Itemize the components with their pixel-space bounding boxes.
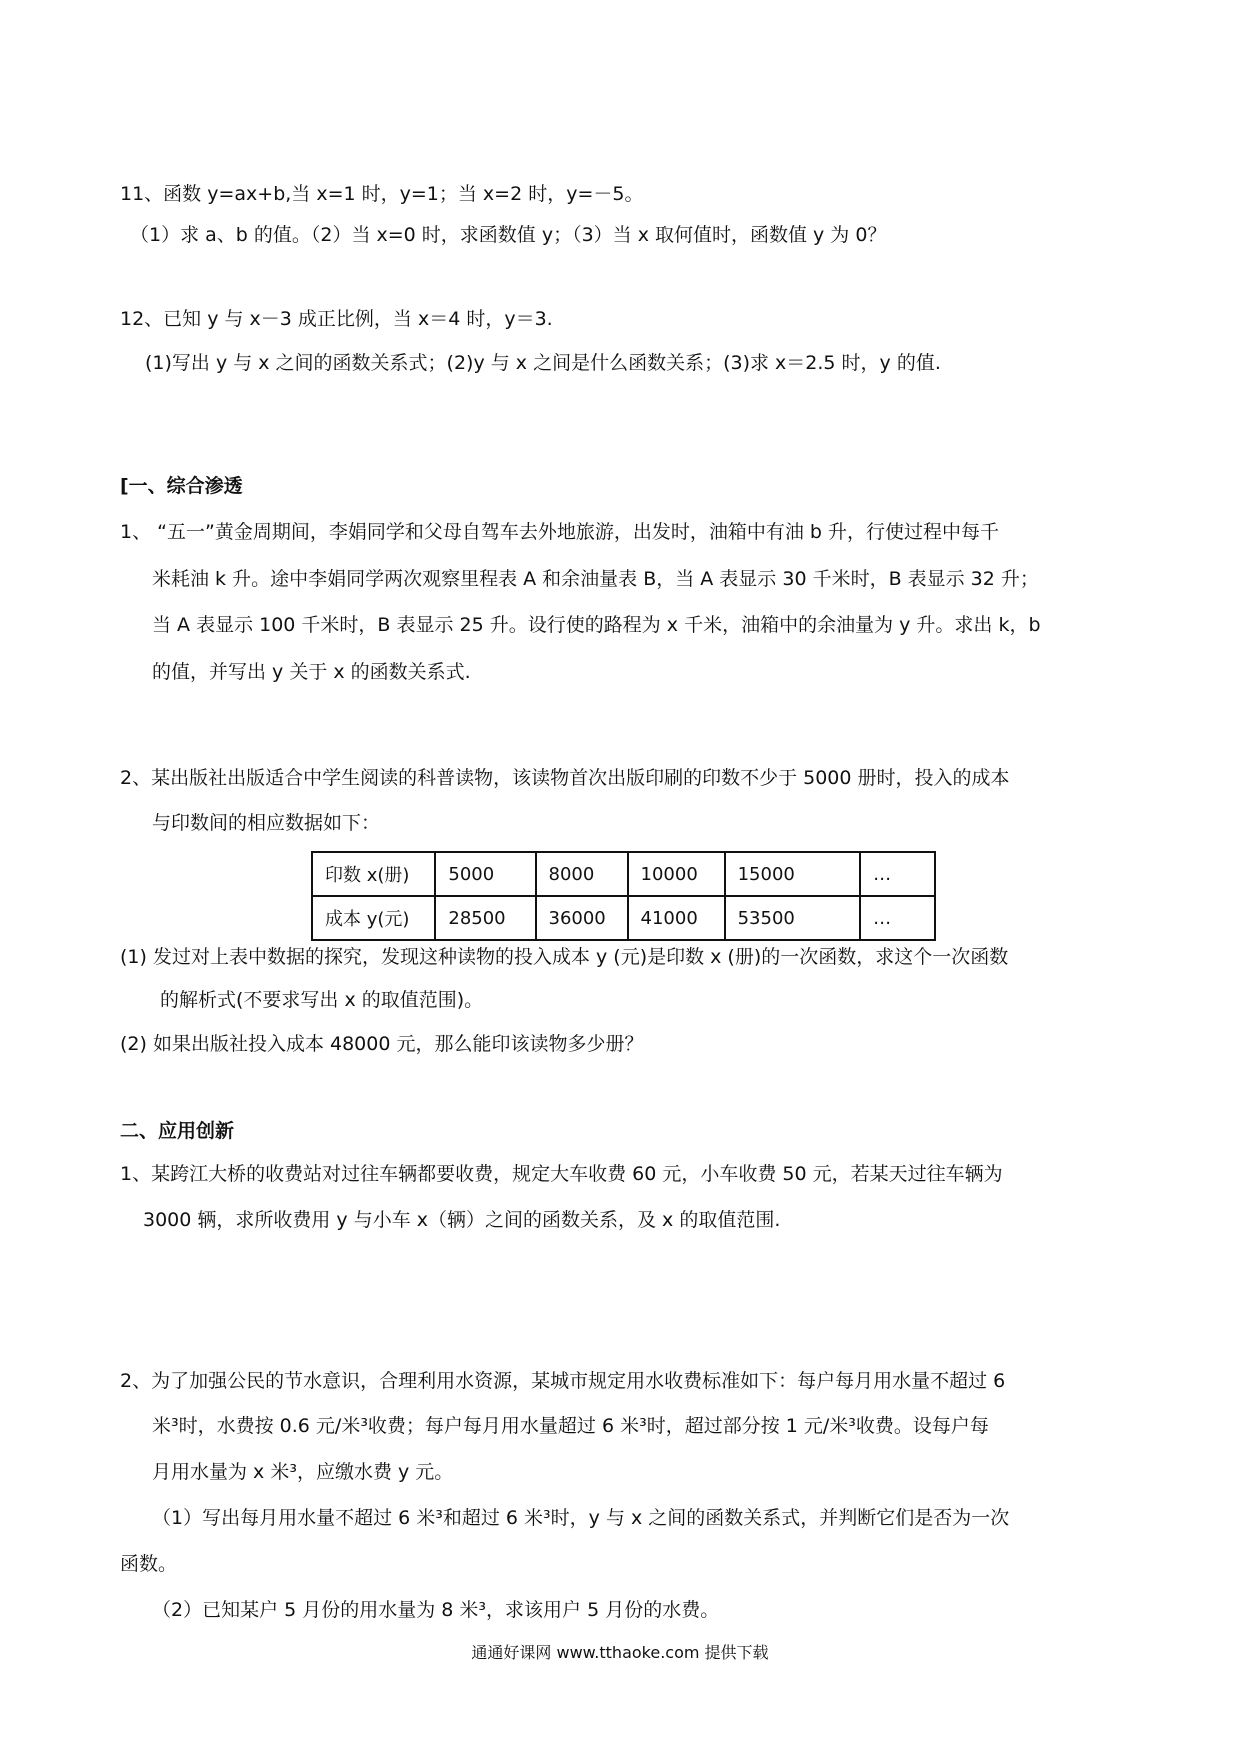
table-cell: 5000 bbox=[435, 852, 535, 896]
cost-table bbox=[311, 851, 936, 941]
q12-line1: 12、已知 y 与 x－3 成正比例，当 x＝4 时，y＝3. bbox=[120, 308, 553, 330]
table-cell: 成本 y(元) bbox=[312, 896, 435, 940]
s2p1-line2: 3000 辆，求所收费用 y 与小车 x（辆）之间的函数关系，及 x 的取值范围. bbox=[143, 1209, 781, 1231]
table-cell: … bbox=[860, 852, 935, 896]
s2p1-line1: 1、某跨江大桥的收费站对过往车辆都要收费，规定大车收费 60 元，小车收费 50 元，若某天过往车辆为 bbox=[120, 1163, 1003, 1185]
s1p2-sub1-line1: (1) 发过对上表中数据的探究，发现这种读物的投入成本 y (元)是印数 x (册)的一次函数，求这个一次函数 bbox=[120, 946, 1009, 968]
table-cell: 15000 bbox=[725, 852, 861, 896]
table-cell: 53500 bbox=[725, 896, 861, 940]
s1p2-line2: 与印数间的相应数据如下： bbox=[152, 812, 381, 834]
s1p1-line1: 1、 “五一”黄金周期间，李娟同学和父母自驾车去外地旅游，出发时，油箱中有油 b 升，行使过程中每千 bbox=[120, 521, 999, 543]
s1p2-line1: 2、某出版社出版适合中学生阅读的科普读物，该读物首次出版印刷的印数不少于 5000 册时，投入的成本 bbox=[120, 767, 1010, 789]
page-footer: 通通好课网 www.tthaoke.com 提供下载 bbox=[471, 1643, 769, 1662]
s1p1-line2: 米耗油 k 升。途中李娟同学两次观察里程表 A 和余油量表 B，当 A 表显示 30 千米时，B 表显示 32 升； bbox=[152, 568, 1039, 590]
table-cell: 10000 bbox=[628, 852, 725, 896]
s1p2-sub1-line2: 的解析式(不要求写出 x 的取值范围)。 bbox=[160, 989, 484, 1011]
table-cell: 8000 bbox=[536, 852, 628, 896]
section1-title: [一、综合渗透 bbox=[120, 475, 243, 497]
s1p1-line4: 的值，并写出 y 关于 x 的函数关系式. bbox=[152, 661, 471, 683]
s2p2-line6: （2）已知某户 5 月份的用水量为 8 米³，求该用户 5 月份的水费。 bbox=[152, 1599, 720, 1621]
s2p2-line2: 米³时，水费按 0.6 元/米³收费；每户每月用水量超过 6 米³时，超过部分按 1 元/米³收费。设每户每 bbox=[152, 1415, 989, 1437]
s2p2-line1: 2、为了加强公民的节水意识，合理利用水资源，某城市规定用水收费标准如下：每户每月用水量不超过 6 bbox=[120, 1370, 1006, 1392]
s2p2-line4: （1）写出每月用水量不超过 6 米³和超过 6 米³时，y 与 x 之间的函数关系式，并判断它们是否为一次 bbox=[152, 1507, 1010, 1529]
table-cell: 印数 x(册) bbox=[312, 852, 435, 896]
q11-line2: （1）求 a、b 的值。（2）当 x=0 时，求函数值 y；（3）当 x 取何值时，函数值 y 为 0？ bbox=[130, 224, 887, 246]
q11-line1: 11、函数 y=ax+b,当 x=1 时，y=1；当 x=2 时，y=－5。 bbox=[120, 183, 644, 205]
s2p2-line5: 函数。 bbox=[120, 1553, 178, 1575]
q12-line2: (1)写出 y 与 x 之间的函数关系式；(2)y 与 x 之间是什么函数关系；(3)求 x＝2.5 时，y 的值. bbox=[145, 352, 941, 374]
table-row bbox=[312, 852, 935, 896]
table-cell: 36000 bbox=[536, 896, 628, 940]
table-cell: 41000 bbox=[628, 896, 725, 940]
s1p1-line3: 当 A 表显示 100 千米时，B 表显示 25 升。设行使的路程为 x 千米，油箱中的余油量为 y 升。求出 k，b bbox=[152, 614, 1041, 636]
table-row bbox=[312, 896, 935, 940]
s2p2-line3: 月用水量为 x 米³，应缴水费 y 元。 bbox=[152, 1461, 454, 1483]
table-cell: 28500 bbox=[435, 896, 535, 940]
section2-title: 二、应用创新 bbox=[120, 1120, 235, 1142]
table-cell: … bbox=[860, 896, 935, 940]
s1p2-sub2: (2) 如果出版社投入成本 48000 元，那么能印该读物多少册？ bbox=[120, 1033, 644, 1055]
